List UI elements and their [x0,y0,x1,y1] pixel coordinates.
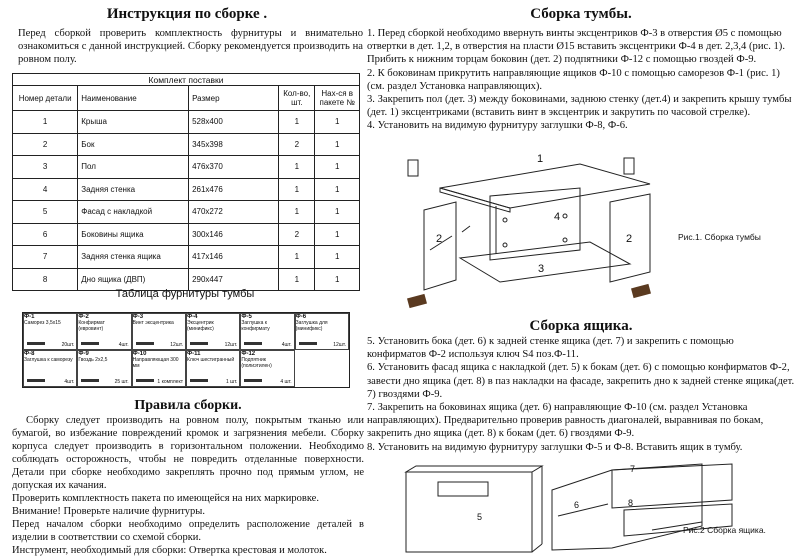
hardware-item [295,313,349,350]
hardware-part-icon [299,342,317,345]
hardware-item [240,350,294,387]
hardware-part-icon [190,342,208,345]
hardware-name: Подпятник (полиэтилен) [241,357,272,369]
parts-table-cell: 1 [13,111,78,134]
fig1-caption: Рис.1. Сборка тумбы [678,232,761,242]
hardware-table-title: Таблица фурнитуры тумбы [115,288,255,300]
hardware-name: Заглушка к саморезу [24,357,73,363]
rules-section [12,398,364,557]
drawer-step: 5. Установить бока (дет. 6) к задней стенке ящика (дет. 7) и закрепить с помощью конфирматов Ф-2 используя ключ S4 поз.Ф-11. [367,336,734,361]
hardware-code: Ф-11 [187,351,201,357]
hardware-part-icon [244,379,262,382]
parts-table-cell: 1 [315,133,360,156]
hardware-name: Винт эксцентрика [132,320,174,326]
hardware-part-icon [244,342,262,345]
hardware-item [23,350,77,387]
drawer-step: 8. Установить на видимую фурнитуру заглушки Ф-5 и Ф-8. Вставить ящик в тумбу. [367,441,743,453]
parts-table-cell: Боковины ящика [78,223,189,246]
assembly-step: 2. К боковинам прикрутить направляющие ящиков Ф-10 с помощью саморезов Ф-1 (рис. 1)(см. раздел Установка направляющих). [367,67,780,92]
fig2-part-label: 8 [628,498,634,508]
hardware-name: Ключ шестигранный [187,357,235,363]
hardware-part-icon [136,342,154,345]
parts-table-cell: Задняя стенка ящика [78,246,189,269]
hardware-name: Направляющая 300 мм [132,357,179,369]
rules-title: Правила сборки. [134,398,242,413]
drawer-front-top [406,466,542,472]
parts-table-cell: Фасад с накладкой [78,201,189,224]
parts-table-cell: 4 [13,178,78,201]
assembly-step: 1. Перед сборкой необходимо ввернуть винты эксцентриков Ф-3 в отверстия Ø5 с помощью отвертки в дет. 1,2, в отверстия на пласти Ø15 вставить эксцентрики Ф-4 в дет. 2,3,4 (рис. 1). Прибить к нижним торцам боковин (дет. 2) подпятники Ф-12 с помощью гвоздей Ф-9. [367,28,785,66]
parts-table-cell: 8 [13,268,78,291]
parts-table [12,73,360,291]
hardware-name: Гвоздь 2x2,5 [78,357,108,363]
parts-table-cell: 1 [315,156,360,179]
parts-table-cell: 1 [279,201,315,224]
fig1-part-label: 2 [436,233,443,245]
hardware-item [132,313,186,350]
parts-table-cell: 1 [315,178,360,201]
hardware-name: Заглушка к конфирмату [241,320,270,332]
hardware-qty: 1 комплект [157,379,183,385]
hardware-part-icon [81,342,99,345]
hardware-name: Заглушка для (минификс) [295,320,328,332]
col-header: Кол-во, шт. [279,86,315,111]
hardware-qty: 4шт. [118,342,129,348]
drawer-assembly-figure [402,460,797,554]
hardware-item [77,350,131,387]
parts-table-row [13,156,360,179]
parts-table-cell: 261x476 [189,178,279,201]
rules-paragraph: Внимание! Проверьте наличие фурнитуры. [12,506,205,517]
parts-table-cell: Задняя стенка [78,178,189,201]
parts-table-cell: 417x146 [189,246,279,269]
parts-table-row [13,223,360,246]
hardware-qty: 12шт. [224,342,238,348]
left-side-panel [424,202,456,290]
parts-table-cell: 1 [315,201,360,224]
fig2-part-label: 7 [630,464,636,474]
hardware-item [23,313,77,350]
hardware-code: Ф-2 [78,314,89,320]
parts-table-cell: 6 [13,223,78,246]
rules-paragraph: Проверить комплектность пакета по имеющейся на них маркировке. [12,493,319,504]
hardware-code: Ф-1 [24,314,35,320]
drawer-title: Сборка ящика. [529,318,633,334]
hardware-code: Ф-10 [132,351,147,357]
parts-table-cell: 2 [279,223,315,246]
hardware-qty: 4шт. [281,342,292,348]
hardware-code: Ф-12 [241,351,256,357]
parts-table-cell: 528x400 [189,111,279,134]
parts-table-cell: 300x146 [189,223,279,246]
parts-table-cell: 345x398 [189,133,279,156]
hardware-part-icon [81,379,99,382]
hardware-qty: 25 шт. [114,379,129,385]
fig1-part-label: 2 [626,233,633,245]
drawer-step: 6. Установить фасад ящика с накладкой (дет. 5) к бокам (дет. 6) с помощью конфирматов Ф-2, завести дно ящика (дет. 8) в паз накладки на фасаде, закрепить дно к задней стенке ящика(дет. 7) гвоздями Ф-9. [367,362,795,400]
col-header: Нах-ся в пакете № [315,86,360,111]
hardware-name: Эксцентрик (минификс) [187,320,214,332]
hardware-code: Ф-4 [187,314,198,320]
hardware-part-icon [27,342,45,345]
parts-table-header [13,86,360,111]
rules-paragraph: Перед началом сборки необходимо определить расположение деталей в изделии в соответствии со схемой сборки. [12,519,364,543]
hardware-qty: 4шт. [64,379,75,385]
hardware-item [186,350,240,387]
parts-table-cell: 476x370 [189,156,279,179]
col-header: Размер [189,86,279,111]
parts-table-cell: 290x447 [189,268,279,291]
floor-panel [460,242,630,282]
hardware-qty: 4 шт. [280,379,292,385]
hardware-part-icon [136,379,154,382]
col-header: Наименование [78,86,189,111]
parts-table-cell: 1 [279,156,315,179]
parts-table-cell: 1 [315,223,360,246]
parts-table-cell: 7 [13,246,78,269]
cabinet-assembly-figure [400,150,670,325]
hardware-item [77,313,131,350]
hardware-qty: 1 шт. [226,379,238,385]
parts-table-cell: 2 [13,133,78,156]
parts-table-cell: 470x272 [189,201,279,224]
hardware-code: Ф-9 [78,351,89,357]
parts-table-cell: 1 [279,268,315,291]
fig2-part-label: 5 [477,512,483,522]
hardware-code: Ф-3 [132,314,144,320]
hardware-item [186,313,240,350]
parts-table-cell: 1 [315,246,360,269]
hardware-name: Саморез 3,5x15 [24,320,61,326]
rules-paragraph: Сборку следует производить на ровном полу, покрытым тканью или бумагой, во избежание повреждений кромок и загрязнения мебели. Сборку корпуса следует производить в горизонтальном положении. Необходимо соблюдать осторожность, чтобы не повредить отделанные поверхности. Детали при сборке необходимо закреплять прочно под прямым углом, не допуская их качания. [12,415,364,491]
parts-table-row [13,133,360,156]
right-column [367,6,795,133]
hardware-qty: 12шт. [170,342,183,348]
drawer-front-panel [406,472,532,552]
hardware-item [240,313,294,350]
fig1-part-label: 3 [538,263,545,275]
hardware-item [132,350,186,387]
assembly-step: 4. Установить на видимую фурнитуру заглушки Ф-8, Ф-6. [367,120,628,132]
parts-table-cell: 3 [13,156,78,179]
hardware-code: Ф-6 [295,314,307,320]
rules-paragraph: Инструмент, необходимый для сборки: Отвертка крестовая и молоток. [12,545,327,556]
parts-table-row [13,246,360,269]
intro-text: Перед сборкой проверить комплектность фурнитуры и внимательно ознакомиться с данной инструкцией. Сборку рекомендуется производить на ровном полу. [18,28,363,66]
left-column [8,6,366,67]
hardware-code: Ф-5 [241,314,252,320]
col-header: Номер детали [13,86,78,111]
fig2-part-label: 6 [574,500,580,510]
parts-table-cell: 1 [279,178,315,201]
instruction-title: Инструкция по сборке . [106,6,268,22]
drawer-step: 7. Закрепить на боковинах ящика (дет. 6) направляющие Ф-10 (см. раздел Установка направляющих). Предварительно проверив равность диагоналей, выравнивая по бокам, закрепить дно ящика (дет. 8) к бокам (дет. 6) гвоздями Ф-9. [367,402,764,440]
hardware-part-icon [190,379,208,382]
parts-table-cell: 1 [279,246,315,269]
assembly-title: Сборка тумбы. [530,6,632,22]
hardware-part-icon [27,379,45,382]
parts-table-row [13,201,360,224]
parts-table-row [13,178,360,201]
parts-table-cell: 1 [279,111,315,134]
parts-table-cell: Пол [78,156,189,179]
parts-table-caption: Комплект поставки [13,74,360,86]
hardware-qty: 20шт. [61,342,75,348]
hardware-qty: 12шт. [333,342,346,348]
parts-table-cell: 2 [279,133,315,156]
parts-table-cell: 1 [315,111,360,134]
fig1-part-label: 4 [554,211,561,223]
parts-table-cell: Дно ящика (ДВП) [78,268,189,291]
parts-table-cell: 5 [13,201,78,224]
drawer-section [367,318,795,454]
hardware-code: Ф-8 [24,351,35,357]
hardware-name: Конфирмат (евровинт) [78,320,105,332]
parts-table-row [13,111,360,134]
fig2-caption: Рис.2 Сборка ящика. [683,525,766,535]
hardware-table [22,312,350,388]
parts-table-cell: 1 [315,268,360,291]
assembly-step: 3. Закрепить пол (дет. 3) между боковинами, заднюю стенку (дет.4) и закрепить крышу тумбы (дет. 1) эксцентриками (вставить винт в эксцентрик и закрутить по часовой стрелке). [367,94,792,119]
fig1-part-label: 1 [537,153,544,165]
parts-table-cell: Бок [78,133,189,156]
parts-table-cell: Крыша [78,111,189,134]
